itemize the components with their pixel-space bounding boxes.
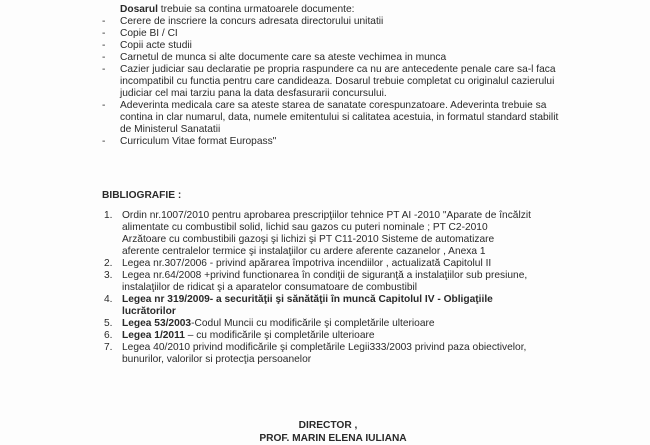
list-item-text: Copie BI / CI xyxy=(120,28,178,39)
list-item-text: Cazier judiciar sau declaratie pe propria raspundere ca nu are antecedente penale care sa-l faca incompatibil cu functia pentru care candideaza. Dosarul trebuie completat cu originalul cazierului judiciar cel mai tarziu pana la data desfasurarii concursului. xyxy=(120,64,556,99)
item-number: 4. xyxy=(104,294,113,305)
signature-role: DIRECTOR , xyxy=(298,420,358,431)
bibliography-heading: BIBLIOGRAFIE : xyxy=(102,190,182,201)
bibliography-item xyxy=(104,294,534,318)
item-number: 3. xyxy=(104,270,113,281)
item-text: Legea nr.307/2006 - privind apărarea împotriva incendiilor , actualizată Capitolul II xyxy=(122,258,492,269)
list-item: - Cerere de inscriere la concurs adresata directorului unitatii xyxy=(102,16,384,27)
documents-intro xyxy=(120,4,354,16)
item-number: 1. xyxy=(104,210,113,221)
bibliography-item xyxy=(104,318,534,330)
bibliography-item xyxy=(104,258,534,270)
list-item: - Adeverinta medicala care sa ateste starea de sanatate corespunzatoare. Adeverinta trebuie sa contina in clar numarul, data, numele emitentului si calitatea acestuia, in formatul standard stabilit de Ministerul Sanatatii xyxy=(102,100,559,135)
item-law-bold: Legea nr 319/2009- a securităţii şi sănătăţii în muncă Capitolul IV - Obligaţiile lucrătorilor xyxy=(122,294,493,317)
required-documents-list xyxy=(102,16,562,148)
item-number: 5. xyxy=(104,318,113,329)
list-item-text: Cerere de inscriere la concurs adresata directorului unitatii xyxy=(120,16,384,27)
list-item: - Copii acte studii xyxy=(102,40,192,51)
list-item-text: Carnetul de munca si alte documente care sa ateste vechimea in munca xyxy=(120,52,447,63)
signature-name: PROF. MARIN ELENA IULIANA xyxy=(259,433,407,444)
item-text: Ordin nr.1007/2010 pentru aprobarea prescripţiilor tehnice PT AI -2010 "Aparate de încălzit alimentate cu combustibil solid, lichid sau gazos cu puteri nominale ; PT C2-2010 Arzătoare cu combustibili gazoşi şi lichizi şi PT C11-2010 Sisteme de automatizare aferente centralelor termice şi instalaţiilor cu ardere aferente cazanelor , Anexa 1 xyxy=(122,210,531,257)
intro-label-rest: trebuie sa contina urmatoarele documente: xyxy=(157,4,355,15)
bibliography-list xyxy=(104,210,534,366)
list-item: - Carnetul de munca si alte documente care sa ateste vechimea in munca xyxy=(102,52,447,63)
item-number: 6. xyxy=(104,330,113,341)
list-item: - Copie BI / CI xyxy=(102,28,178,39)
intro-label-bold: Dosarul xyxy=(120,4,158,15)
item-law-bold: Legea 53/2003 xyxy=(122,318,192,329)
bibliography-item xyxy=(104,342,534,366)
item-number: 7. xyxy=(104,342,113,353)
list-item-text: Adeverinta medicala care sa ateste starea de sanatate corespunzatoare. Adeverinta trebuie sa contina in clar numarul, data, numele emitentului si calitatea acestuia, in formatul standard stabilit de Ministerul Sanatatii xyxy=(120,100,559,135)
item-law-bold: Legea 1/2011 xyxy=(122,330,185,341)
list-item-text: Copii acte studii xyxy=(120,40,192,51)
list-item: - Curriculum Vitae format Europass" xyxy=(102,136,277,147)
list-item: - Cazier judiciar sau declaratie pe propria raspundere ca nu are antecedente penale care sa-l faca incompatibil cu functia pentru care candideaza. Dosarul trebuie completat cu originalul cazierului judiciar cel mai tarziu pana la data desfasurarii concursului. xyxy=(102,64,556,99)
item-text: – cu modificările şi completările ulterioare xyxy=(184,330,375,341)
list-item-text: Curriculum Vitae format Europass" xyxy=(120,136,277,147)
item-text: Legea 40/2010 privind modificările şi completările Legii333/2003 privind paza obiectivelor, bunurilor, valorilor si protecţia persoanelor xyxy=(122,342,527,365)
item-text: Legea nr.64/2008 +privind functionarea în condiţii de siguranţă a instalaţiilor sub presiune, instalaţiilor de ridicat şi a aparatelor consumatoare de combustibil xyxy=(122,270,528,293)
bibliography-item xyxy=(104,210,534,258)
bibliography-item xyxy=(104,330,534,342)
item-number: 2. xyxy=(104,258,113,269)
bibliography-item xyxy=(104,270,534,294)
item-text: -Codul Muncii cu modificările şi completările ulterioare xyxy=(191,318,435,329)
